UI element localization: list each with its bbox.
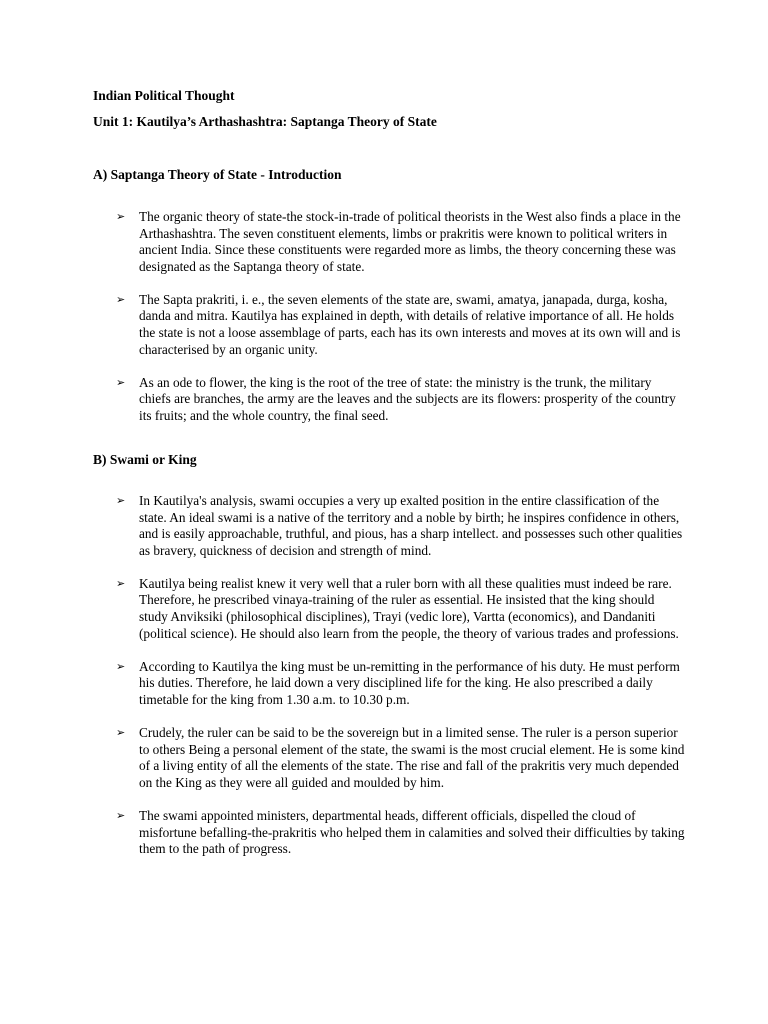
bullet-text: Crudely, the ruler can be said to be the sovereign but in a limited sense. The ruler is a person superior to others Being a personal element of the state, the swami is the most crucial element. He is some kind of a living entity of all the elements of the state. The rise and fall of the prakritis very much depended on the King as they were all guided and moulded by him. xyxy=(139,725,685,790)
bullet-item xyxy=(116,808,686,858)
arrowhead-bullet-icon: ➢ xyxy=(116,375,126,389)
document-title: Indian Political Thought xyxy=(93,88,235,103)
arrowhead-bullet-icon: ➢ xyxy=(116,659,126,673)
arrowhead-bullet-icon: ➢ xyxy=(116,576,126,590)
bullet-text: According to Kautilya the king must be un-remitting in the performance of his duty. He must perform his duties. Therefore, he laid down a very disciplined life for the king. He also prescribed a daily timetable for the king from 1.30 a.m. to 10.30 p.m. xyxy=(139,658,680,707)
bullet-item xyxy=(116,292,686,358)
section-a-bullet-list xyxy=(116,209,686,441)
section-b-bullet-list xyxy=(116,493,686,874)
bullet-item xyxy=(116,659,686,709)
bullet-text: Kautilya being realist knew it very well that a ruler born with all these qualities must indeed be rare. Therefore, he prescribed vinaya-training of the ruler as essential. He insisted that the king should study Anviksiki (philosophical disciplines), Trayi (vedic lore), Vartta (economics), and Dandaniti (political science). He should also learn from the people, the theory of various trades and professions. xyxy=(139,575,679,641)
bullet-text: The organic theory of state-the stock-in-trade of political theorists in the West also finds a place in the Arthashashtra. The seven constituent elements, limbs or prakritis were known to political writers in ancient India. Since these constituents were regarded more as limbs, the theory concerning these was designated as the Saptanga theory of state. xyxy=(139,209,681,274)
bullet-text: As an ode to flower, the king is the root of the tree of state: the ministry is the trunk, the military chiefs are branches, the army are the leaves and the subjects are its flowers: prosperity of the country its fruits; and the whole country, the final seed. xyxy=(139,374,676,423)
bullet-text: The Sapta prakriti, i. e., the seven elements of the state are, swami, amatya, janapada, durga, kosha, danda and mitra. Kautilya has explained in depth, with details of relative importance of all. He holds the state is not a loose assemblage of parts, each has its own interests and moves at its own will and is characterised by an organic unity. xyxy=(139,291,681,357)
section-a-heading: A) Saptanga Theory of State - Introduction xyxy=(93,167,342,182)
bullet-item xyxy=(116,375,686,425)
arrowhead-bullet-icon: ➢ xyxy=(116,292,126,306)
arrowhead-bullet-icon: ➢ xyxy=(116,726,126,740)
bullet-item xyxy=(116,725,686,791)
bullet-item xyxy=(116,576,686,642)
bullet-text: In Kautilya's analysis, swami occupies a very up exalted position in the entire classification of the state. An ideal swami is a native of the territory and a noble by birth; he inspires confidence in others, and is easily approachable, truthful, and pious, has a sharp intellect. and possesses such other qualities as bravery, quickness of decision and strength of mind. xyxy=(139,493,683,558)
unit-title: Unit 1: Kautilya’s Arthashashtra: Saptanga Theory of State xyxy=(93,114,437,129)
bullet-item xyxy=(116,209,686,275)
arrowhead-bullet-icon: ➢ xyxy=(116,808,126,822)
arrowhead-bullet-icon: ➢ xyxy=(116,210,126,223)
section-b-heading: B) Swami or King xyxy=(93,452,197,467)
bullet-text: The swami appointed ministers, departmental heads, different officials, dispelled the cloud of misfortune befalling-the-prakritis who helped them in calamities and solved their difficulties by taking them to the path of progress. xyxy=(139,807,685,857)
arrowhead-bullet-icon: ➢ xyxy=(116,494,126,507)
bullet-item xyxy=(116,493,686,559)
